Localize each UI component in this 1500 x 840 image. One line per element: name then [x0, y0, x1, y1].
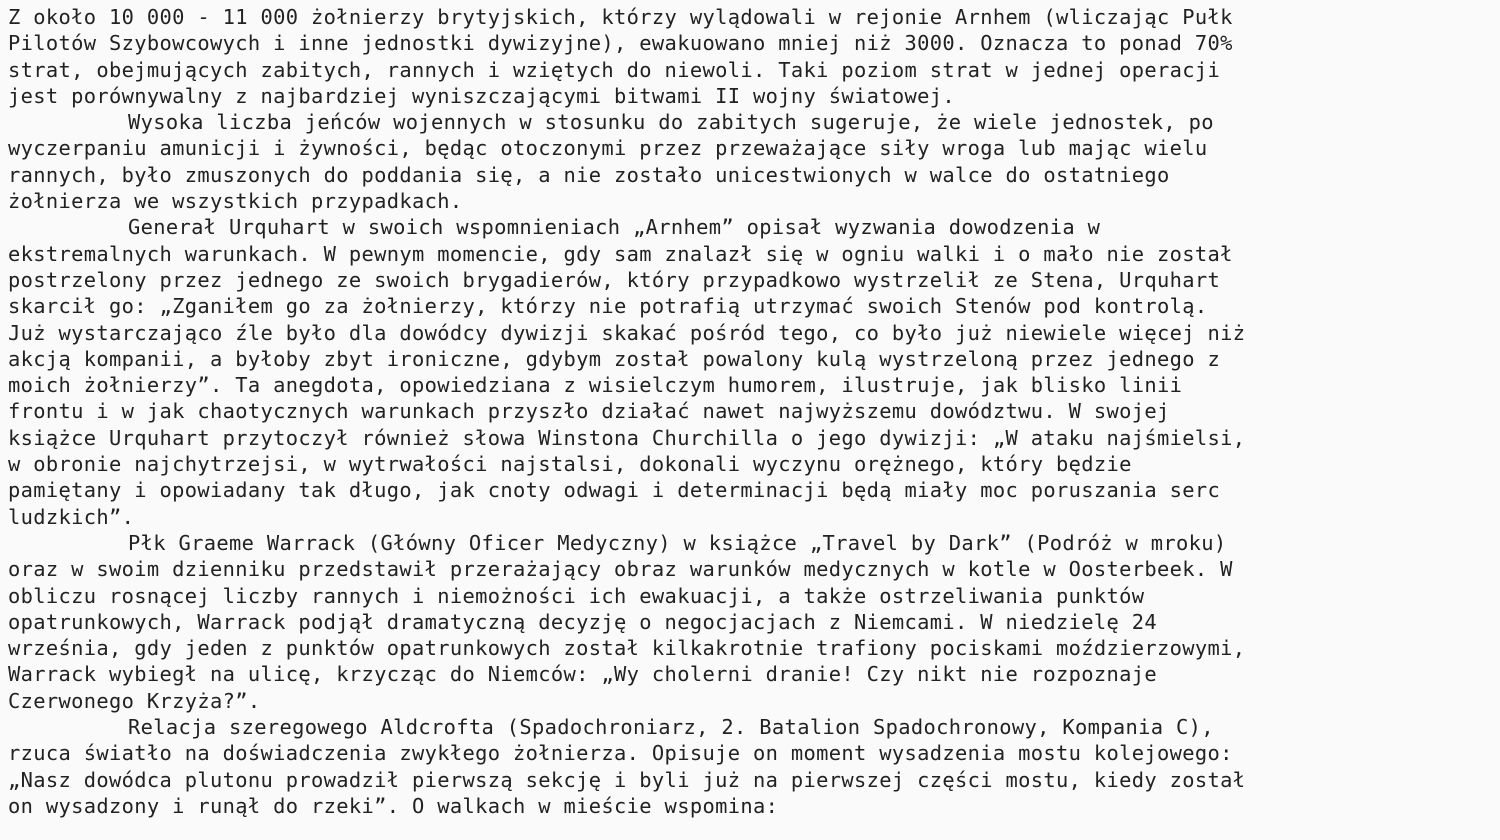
- text-line: Czerwonego Krzyża?”.: [8, 688, 261, 713]
- text-line: Z około 10 000 - 11 000 żołnierzy brytyjskich, którzy wylądowali w rejonie Arnhem (wliczając Pułk: [8, 5, 1233, 29]
- text-line: ekstremalnych warunkach. W pewnym momencie, gdy sam znalazł się w ogniu walki i o mało nie został: [8, 241, 1233, 266]
- text-line: Płk Graeme Warrack (Główny Oficer Medyczny) w książce „Travel by Dark” (Podróż w mroku): [128, 530, 1227, 555]
- text-line: Już wystarczająco źle było dla dowódcy dywizji skakać pośród tego, co było już niewiele więcej niż: [8, 320, 1246, 345]
- text-line: Generał Urquhart w swoich wspomnieniach „Arnhem” opisał wyzwania dowodzenia w: [128, 215, 1101, 240]
- document-text: [8, 4, 1496, 819]
- text-line: opatrunkowych, Warrack podjął dramatyczną decyzję o negocjacjach z Niemcami. W niedzielę 24: [8, 609, 1157, 634]
- paragraph-5: [8, 714, 1496, 819]
- text-line: obliczu rosnącej liczby rannych i niemożności ich ewakuacji, a także ostrzeliwania punktów: [8, 583, 1145, 608]
- text-line: postrzelony przez jednego ze swoich brygadierów, który przypadkowo wystrzelił ze Stena, Urquhart: [8, 267, 1221, 292]
- text-line: wyczerpaniu amunicji i żywności, będąc otoczonymi przez przeważające siły wroga lub mając wielu: [8, 136, 1208, 161]
- text-line: skarcił go: „Zganiłem go za żołnierzy, którzy nie potrafią utrzymać swoich Stenów pod kontrolą.: [8, 294, 1208, 319]
- text-line: Wysoka liczba jeńców wojennych w stosunku do zabitych sugeruje, że wiele jednostek, po: [128, 110, 1214, 135]
- text-line: oraz w swoim dzienniku przedstawił przerażający obraz warunków medycznych w kotle w Oosterbeek. W: [8, 557, 1233, 582]
- text-line: pamiętany i opowiadany tak długo, jak cnoty odwagi i determinacji będą miały moc poruszania serc: [8, 478, 1221, 503]
- text-line: „Nasz dowódca plutonu prowadził pierwszą sekcję i byli już na pierwszej części mostu, kiedy został: [8, 767, 1246, 792]
- text-line: frontu i w jak chaotycznych warunkach przyszło działać nawet najwyższemu dowództwu. W swojej: [8, 399, 1170, 424]
- text-line: Relacja szeregowego Aldcrofta (Spadochroniarz, 2. Batalion Spadochronowy, Kompania C),: [128, 715, 1214, 740]
- text-line: jest porównywalny z najbardziej wyniszczającymi bitwami II wojny światowej.: [8, 83, 955, 108]
- text-line: książce Urquhart przytoczył również słowa Winstona Churchilla o jego dywizji: „W ataku najśmielsi,: [8, 425, 1246, 450]
- text-line: on wysadzony i runął do rzeki”. O walkach w mieście wspomina:: [8, 793, 779, 818]
- text-line: akcją kompanii, a byłoby zbyt ironiczne, gdybym został powalony kulą wystrzeloną przez jednego z: [8, 346, 1221, 371]
- text-line: września, gdy jeden z punktów opatrunkowych został kilkakrotnie trafiony pociskami moździerzowymi,: [8, 636, 1246, 661]
- text-line: Warrack wybiegł na ulicę, krzycząc do Niemców: „Wy cholerni dranie! Czy nikt nie rozpoznaje: [8, 662, 1157, 687]
- text-line: rannych, było zmuszonych do poddania się, a nie zostało unicestwionych w walce do ostatniego: [8, 162, 1170, 187]
- text-line: moich żołnierzy”. Ta anegdota, opowiedziana z wisielczym humorem, ilustruje, jak blisko linii: [8, 373, 1183, 398]
- paragraph-4: [8, 530, 1496, 714]
- paragraph-2: [8, 109, 1496, 214]
- text-line: ludzkich”.: [8, 504, 135, 529]
- paragraph-1: [8, 4, 1496, 109]
- text-line: żołnierza we wszystkich przypadkach.: [8, 189, 463, 214]
- text-line: rzuca światło na doświadczenia zwykłego żołnierza. Opisuje on moment wysadzenia mostu kolejowego:: [8, 741, 1233, 766]
- paragraph-3: [8, 214, 1496, 530]
- text-line: strat, obejmujących zabitych, rannych i wziętych do niewoli. Taki poziom strat w jednej operacji: [8, 57, 1221, 82]
- text-line: Pilotów Szybowcowych i inne jednostki dywizyjne), ewakuowano mniej niż 3000. Oznacza to ponad 70%: [8, 31, 1233, 56]
- text-line: w obronie najchytrzejsi, w wytrwałości najstalsi, dokonali wyczynu orężnego, który będzie: [8, 452, 1132, 477]
